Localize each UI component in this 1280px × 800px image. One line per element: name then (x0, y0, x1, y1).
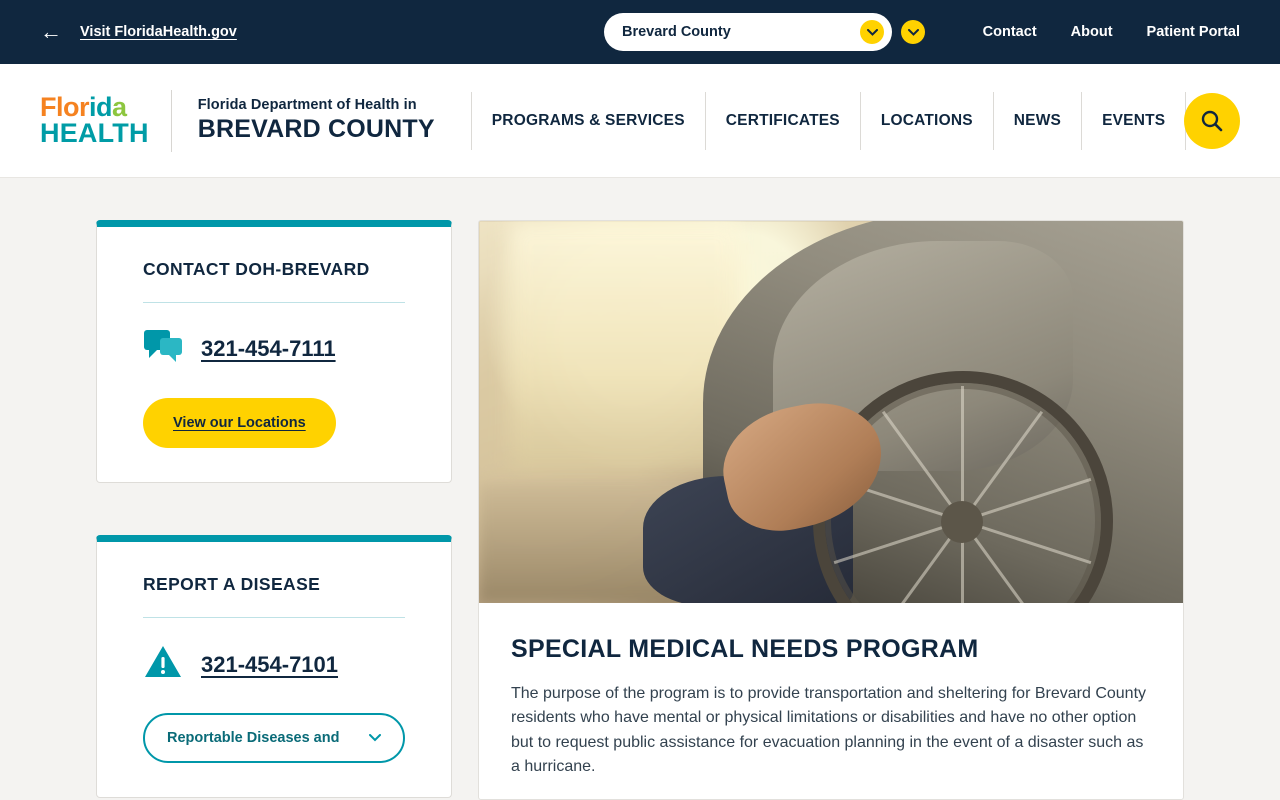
chevron-down-icon (369, 730, 381, 746)
reportable-diseases-button[interactable] (143, 713, 405, 763)
page-title: SPECIAL MEDICAL NEEDS PROGRAM (511, 635, 979, 663)
county-selector-group (604, 13, 925, 51)
hero-wheel-spoke (961, 386, 964, 603)
contact-card (96, 220, 452, 483)
article-body (479, 603, 1183, 779)
search-icon[interactable] (1184, 93, 1240, 149)
main-navigation (471, 92, 1187, 150)
alert-triangle-icon (143, 644, 183, 685)
utility-links (983, 24, 1240, 40)
department-line-2: BREVARD COUNTY (197, 115, 435, 143)
report-phone-row (143, 644, 405, 685)
utility-link-about[interactable]: About (1070, 24, 1113, 40)
nav-item-locations[interactable]: LOCATIONS (860, 92, 993, 150)
hero-image (479, 221, 1183, 603)
back-arrow-icon[interactable]: ← (40, 19, 62, 44)
page-paragraph: The purpose of the program is to provide transportation and sheltering for Brevard County residents who have mental or physical limitations or disabilities and have no other option but to request public assistance for evacuation planning in the event of a disaster such as a hurricane. (511, 685, 1147, 775)
header-divider (171, 90, 172, 152)
nav-item-certificates[interactable]: CERTIFICATES (705, 92, 860, 150)
report-card-divider (143, 617, 405, 618)
sidebar (96, 220, 452, 800)
report-phone-link[interactable]: 321-454-7101 (201, 651, 339, 677)
logo-text-flor: Flor (40, 91, 89, 122)
utility-link-patient-portal[interactable]: Patient Portal (1146, 24, 1240, 40)
nav-item-news[interactable]: NEWS (993, 92, 1081, 150)
contact-phone-link[interactable]: 321-454-7111 (201, 335, 336, 361)
county-select-value: Brevard County (622, 24, 731, 40)
visit-floridahealth-link[interactable]: Visit FloridaHealth.gov (80, 24, 237, 40)
contact-card-divider (143, 302, 405, 303)
contact-card-title: CONTACT DOH-BREVARD (143, 259, 370, 279)
logo-text-health: HEALTH (40, 117, 149, 148)
site-header (0, 64, 1280, 178)
hero-wheel-hub (941, 501, 983, 543)
view-our-locations-button[interactable]: View our Locations (143, 398, 336, 448)
nav-item-programs-services[interactable]: PROGRAMS & SERVICES (471, 92, 705, 150)
department-line-1: Florida Department of Health in (197, 97, 417, 113)
county-chevron-down-icon[interactable] (860, 20, 884, 44)
report-card-title: REPORT A DISEASE (143, 574, 321, 594)
page-body (0, 178, 1280, 800)
utility-link-contact[interactable]: Contact (982, 24, 1037, 40)
utility-bar (0, 0, 1280, 64)
nav-item-events[interactable]: EVENTS (1081, 92, 1186, 150)
reportable-diseases-label: Reportable Diseases and (167, 730, 340, 746)
logo-text-a: a (112, 91, 127, 122)
logo-text-id: id (89, 91, 112, 122)
florida-health-logo[interactable] (40, 91, 149, 148)
county-select[interactable] (604, 13, 892, 51)
chat-bubbles-icon (143, 329, 183, 368)
main-content (478, 220, 1184, 800)
contact-phone-row (143, 329, 405, 368)
language-chevron-down-icon[interactable] (901, 20, 925, 44)
report-disease-card (96, 535, 452, 798)
department-title (198, 97, 435, 144)
